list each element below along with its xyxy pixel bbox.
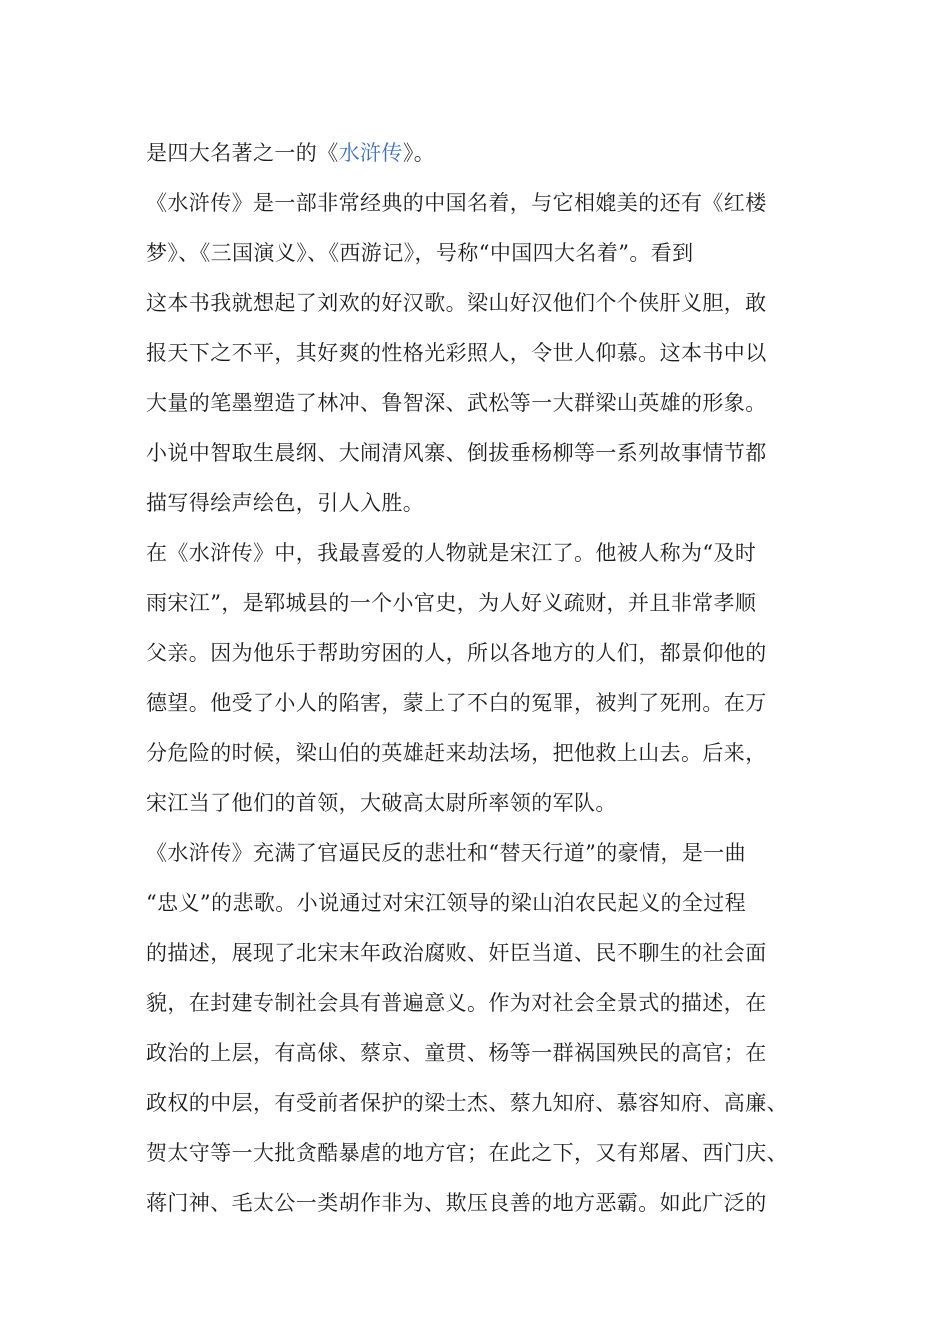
text-line: 政治的上层，有高俅、蔡京、童贯、杨等一群祸国殃民的高官；在 bbox=[146, 1041, 767, 1065]
line-text: 是四大名著之一的《 bbox=[146, 141, 339, 165]
text-line: 小说中智取生晨纲、大闹清风寨、倒拔垂杨柳等一系列故事情节都 bbox=[146, 441, 767, 465]
text-line: “忠义”的悲歌。小说通过对宋江领导的梁山泊农民起义的全过程 bbox=[146, 891, 747, 915]
text-line-1 bbox=[146, 128, 836, 178]
book-title-link[interactable]: 水浒传 bbox=[338, 141, 403, 165]
text-line: 的描述，展现了北宋末年政治腐败、奸臣当道、民不聊生的社会面 bbox=[146, 941, 767, 965]
text-line: 《水浒传》是一部非常经典的中国名着，与它相媲美的还有《红楼 bbox=[146, 191, 767, 215]
text-line: 在《水浒传》中，我最喜爱的人物就是宋江了。他被人称为“及时 bbox=[146, 541, 757, 565]
text-line: 这本书我就想起了刘欢的好汉歌。梁山好汉他们个个侠肝义胆，敢 bbox=[146, 291, 767, 315]
text-line: 雨宋江”，是郓城县的一个小官史，为人好义疏财，并且非常孝顺 bbox=[146, 591, 757, 615]
text-line: 宋江当了他们的首领，大破高太尉所率领的军队。 bbox=[146, 791, 617, 815]
text-line: 父亲。因为他乐于帮助穷困的人，所以各地方的人们，都景仰他的 bbox=[146, 641, 767, 665]
text-line: 贺太守等一大批贪酷暴虐的地方官；在此之下，又有郑屠、西门庆、 bbox=[146, 1141, 788, 1165]
line-text: 》。 bbox=[402, 141, 436, 165]
text-line: 分危险的时候，梁山伯的英雄赶来劫法场，把他救上山去。后来， bbox=[146, 741, 767, 765]
text-line: 大量的笔墨塑造了林冲、鲁智深、武松等一大群梁山英雄的形象。 bbox=[146, 391, 767, 415]
text-line: 梦》、《三国演义》、《西游记》，号称“中国四大名着”。看到 bbox=[146, 241, 694, 265]
article-body bbox=[146, 128, 836, 1228]
text-line: 德望。他受了小人的陷害，蒙上了不白的冤罪，被判了死刑。在万 bbox=[146, 691, 767, 715]
text-line: 蒋门神、毛太公一类胡作非为、欺压良善的地方恶霸。如此广泛的 bbox=[146, 1191, 767, 1215]
text-line: 貌，在封建专制社会具有普遍意义。作为对社会全景式的描述，在 bbox=[146, 991, 767, 1015]
text-line: 《水浒传》充满了官逼民反的悲壮和“替天行道”的豪情，是一曲 bbox=[146, 841, 747, 865]
text-line: 描写得绘声绘色，引人入胜。 bbox=[146, 491, 425, 515]
text-line: 政权的中层，有受前者保护的梁士杰、蔡九知府、慕容知府、高廉、 bbox=[146, 1091, 788, 1115]
text-line: 报天下之不平，其好爽的性格光彩照人，令世人仰慕。这本书中以 bbox=[146, 341, 767, 365]
